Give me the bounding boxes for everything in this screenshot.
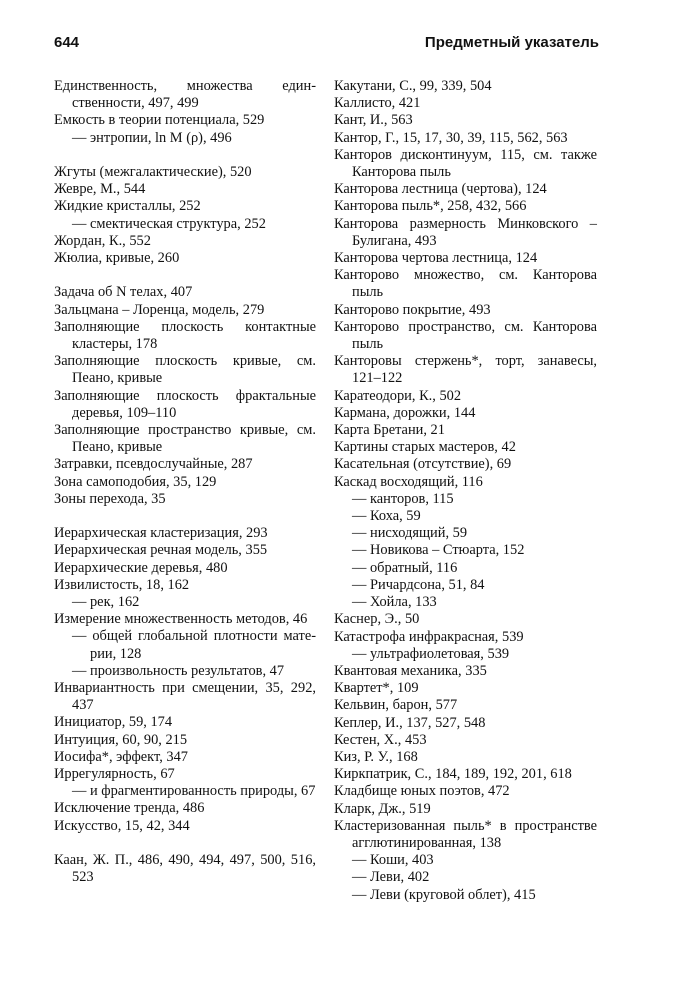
index-column-left: [54, 78, 316, 886]
index-entry: Канторово множество, см. Канторова пыль: [334, 267, 597, 301]
index-entry: Единственность, множества единственности, 497, 499: [54, 78, 316, 112]
index-entry: Инвариантность при смещении, 35, 292, 437: [54, 680, 316, 714]
index-entry: Извилистость, 18, 162: [54, 576, 190, 593]
index-subentry: — Леви, 402: [352, 869, 430, 886]
index-subentry: — общей глобальной плотности материи, 128: [72, 628, 316, 662]
section-gap: [54, 267, 316, 284]
index-entry: Иосифа*, эффект, 347: [54, 748, 188, 765]
index-entry: Карта Бретани, 21: [334, 422, 445, 439]
index-entry: Кант, И., 563: [334, 112, 413, 129]
index-entry: Квартет*, 109: [334, 680, 419, 697]
index-subentry: — Леви (круговой облет), 415: [352, 886, 536, 903]
index-entry: Катастрофа инфракрасная, 539: [334, 628, 524, 645]
index-entry: Кармана, дорожки, 144: [334, 404, 476, 421]
index-entry: Каскад восходящий, 116: [334, 473, 483, 490]
index-entry: Иерархическая речная модель, 355: [54, 542, 268, 559]
index-subentry: — и фрагментированность природы, 67: [72, 783, 316, 800]
index-entry: Канторова пыль*, 258, 432, 566: [334, 198, 527, 215]
index-entry: Заполняющие плоскость кривые, см. Пеано, кривые: [54, 353, 316, 387]
section-gap: [54, 147, 316, 164]
index-entry: Иерархическая кластеризация, 293: [54, 525, 268, 542]
index-column-right: [334, 78, 597, 904]
index-entry: Кластеризованная пыль* в пространстве агглютинированная, 138: [334, 817, 597, 851]
index-entry: Жордан, К., 552: [54, 232, 151, 249]
index-entry: Киркпатрик, С., 184, 189, 192, 201, 618: [334, 766, 572, 783]
index-entry: Канторова лестница (чертова), 124: [334, 181, 547, 198]
index-subentry: — энтропии, ln M (ρ), 496: [72, 129, 232, 146]
index-entry: Заполняющие плоскость фрактальные деревья, 109–110: [54, 387, 316, 421]
index-entry: Зальцмана – Лоренца, модель, 279: [54, 301, 265, 318]
index-subentry: — рек, 162: [72, 594, 140, 611]
index-entry: Жгуты (межгалактические), 520: [54, 164, 252, 180]
index-entry: Кларк, Дж., 519: [334, 800, 431, 817]
index-subentry: — нисходящий, 59: [352, 525, 468, 542]
index-entry: Иррегулярность, 67: [54, 766, 175, 783]
index-entry: Какутани, С., 99, 339, 504: [334, 78, 492, 94]
index-entry: Киз, Р. У., 168: [334, 748, 418, 765]
index-subentry: — ультрафиолетовая, 539: [352, 645, 510, 662]
index-entry: Измерение множественность методов, 46: [54, 611, 308, 628]
index-entry: Зона самоподобия, 35, 129: [54, 473, 217, 490]
page-number: 644: [54, 34, 80, 51]
index-entry: Каратеодори, К., 502: [334, 387, 462, 404]
index-entry: Заполняющие пространство кривые, см. Пеано, кривые: [54, 422, 316, 456]
index-subentry: — Ричардсона, 51, 84: [352, 576, 485, 593]
index-entry: Каснер, Э., 50: [334, 611, 420, 628]
index-subentry: — Коши, 403: [352, 852, 434, 869]
index-entry: Квантовая механика, 335: [334, 662, 487, 679]
section-gap: [54, 835, 316, 852]
index-entry: Каллисто, 421: [334, 95, 421, 112]
index-subentry: — Новикова – Стюарта, 152: [352, 542, 525, 559]
index-entry: Кантор, Г., 15, 17, 30, 39, 115, 562, 563: [334, 129, 568, 146]
index-entry: Кладбище юных поэтов, 472: [334, 783, 510, 800]
section-gap: [54, 508, 316, 525]
index-entry: Иерархические деревья, 480: [54, 559, 228, 576]
index-entry: Заполняющие плоскость контактные кластеры, 178: [54, 318, 316, 353]
index-subentry: — Коха, 59: [352, 508, 421, 525]
index-entry: Канторово пространство, см. Канторова пыль: [334, 318, 597, 353]
index-entry: Канторова размерность Минковского – Булигана, 493: [334, 215, 597, 249]
index-subentry: — произвольность результатов, 47: [72, 662, 285, 679]
index-entry: Жидкие кристаллы, 252: [54, 198, 201, 215]
index-entry: Емкость в теории потенциала, 529: [54, 112, 265, 129]
index-entry: Канторов дисконтинуум, 115, см. также Канторова пыль: [334, 146, 597, 181]
index-entry: Задача об N телах, 407: [54, 284, 193, 301]
index-entry: Каан, Ж. П., 486, 490, 494, 497, 500, 516, 523: [54, 852, 316, 886]
index-subentry: — Хойла, 133: [352, 594, 437, 611]
index-entry: Канторова чертова лестница, 124: [334, 250, 538, 267]
index-subentry: — обратный, 116: [352, 559, 458, 576]
index-entry: Зоны перехода, 35: [54, 490, 166, 507]
index-entry: Жевре, М., 544: [54, 181, 146, 198]
index-entry: Кестен, Х., 453: [334, 731, 427, 748]
index-entry: Касательная (отсутствие), 69: [334, 456, 512, 473]
index-entry: Жюлиа, кривые, 260: [54, 250, 180, 267]
index-entry: Картины старых мастеров, 42: [334, 439, 516, 456]
index-entry: Затравки, псевдослучайные, 287: [54, 456, 253, 473]
page-header: [54, 34, 599, 58]
index-subentry: — смектическая структура, 252: [72, 215, 266, 232]
index-entry: Кельвин, барон, 577: [334, 697, 458, 714]
index-entry: Искусство, 15, 42, 344: [54, 817, 190, 834]
index-entry: Интуиция, 60, 90, 215: [54, 731, 188, 748]
index-subentry: — канторов, 115: [352, 490, 454, 507]
index-entry: Исключение тренда, 486: [54, 800, 205, 817]
index-entry: Кеплер, И., 137, 527, 548: [334, 714, 486, 731]
running-title: Предметный указатель: [424, 34, 599, 51]
index-entry: Канторовы стержень*, торт, занавесы, 121–122: [334, 353, 597, 387]
index-entry: Инициатор, 59, 174: [54, 714, 173, 731]
index-entry: Канторово покрытие, 493: [334, 301, 491, 318]
